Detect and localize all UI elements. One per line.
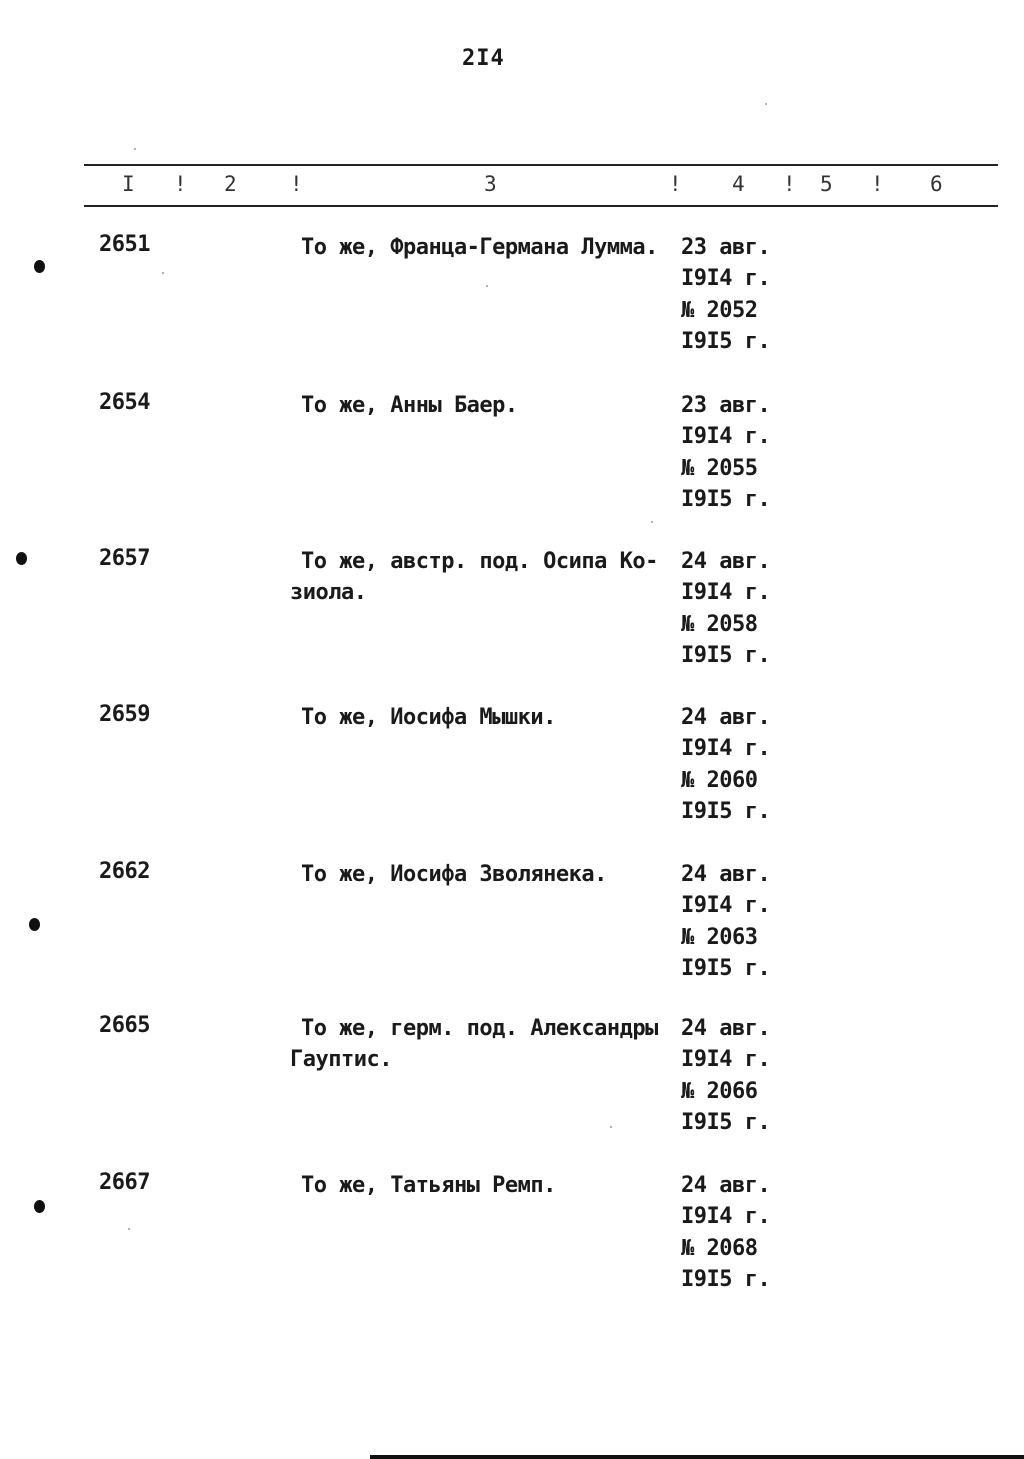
- table-row: [0, 390, 1024, 520]
- binding-hole-mark: [34, 260, 45, 273]
- entry-description: То же, герм. под. Александры Гауптис.: [290, 1016, 658, 1072]
- scan-speck: [651, 521, 653, 523]
- entry-date-line: I9I4 г.: [681, 424, 771, 450]
- scan-speck: [486, 285, 488, 287]
- entry-description: То же, Иосифа Зволянека.: [301, 862, 607, 887]
- column-separator: !: [669, 172, 682, 196]
- entry-date-line: № 2060: [681, 767, 758, 793]
- entry-number: 2657: [99, 546, 150, 571]
- entry-date-line: I9I4 г.: [681, 893, 771, 919]
- entry-description: То же, Анны Баер.: [301, 393, 518, 418]
- entry-date: [681, 859, 770, 984]
- table-header-top-rule: [84, 164, 998, 166]
- table-row: [0, 1013, 1024, 1143]
- entry-date-line: 23 авг.: [681, 393, 771, 418]
- entry-date-line: № 2068: [681, 1235, 758, 1261]
- entry-date-line: I9I4 г.: [681, 1204, 771, 1230]
- column-separator: !: [783, 172, 796, 196]
- entry-date-line: 24 авг.: [681, 862, 771, 887]
- entry-date-line: I9I4 г.: [681, 1047, 771, 1073]
- entry-date: [681, 1170, 770, 1295]
- binding-hole-mark: [34, 1200, 45, 1213]
- entry-date: [681, 702, 770, 827]
- entry-description: То же, австр. под. Осипа Ко-зиола.: [290, 549, 658, 605]
- entry-number: 2662: [99, 859, 150, 884]
- entry-date-line: № 2052: [681, 297, 758, 323]
- entry-date-line: I9I5 г.: [681, 955, 771, 981]
- scan-speck: [610, 1126, 612, 1128]
- column-separator: !: [290, 172, 303, 196]
- entry-date-line: № 2055: [681, 455, 758, 481]
- table-row: [0, 546, 1024, 676]
- entry-date-line: I9I4 г.: [681, 736, 771, 762]
- table-header-bottom-rule: [84, 205, 998, 207]
- entry-date-line: I9I5 г.: [681, 642, 771, 668]
- entry-date-line: № 2058: [681, 611, 758, 637]
- column-header-1: I: [122, 172, 135, 196]
- table-row: [0, 702, 1024, 832]
- entry-date-line: I9I5 г.: [681, 1109, 771, 1135]
- entry-date-line: 24 авг.: [681, 1173, 771, 1198]
- table-row: [0, 859, 1024, 989]
- table-row: [0, 232, 1024, 362]
- column-separator: !: [174, 172, 187, 196]
- entry-date-line: I9I5 г.: [681, 328, 771, 354]
- entry-date-line: 24 авг.: [681, 1016, 771, 1041]
- entry-description: То же, Иосифа Мышки.: [301, 705, 556, 730]
- entry-date: [681, 1013, 770, 1138]
- page-bottom-edge: [370, 1455, 1024, 1459]
- entry-date-line: № 2063: [681, 924, 758, 950]
- scan-speck: [162, 272, 164, 274]
- entry-date-line: I9I5 г.: [681, 1266, 771, 1292]
- entry-date-line: 24 авг.: [681, 549, 771, 574]
- binding-hole-mark: [16, 552, 27, 565]
- entry-number: 2651: [99, 232, 150, 257]
- entry-date-line: I9I5 г.: [681, 798, 771, 824]
- entry-number: 2665: [99, 1013, 150, 1038]
- page-number: 2I4: [462, 46, 505, 71]
- entry-date-line: I9I5 г.: [681, 486, 771, 512]
- entry-date-line: № 2066: [681, 1078, 758, 1104]
- entry-description: То же, Татьяны Ремп.: [301, 1173, 556, 1198]
- binding-hole-mark: [29, 918, 40, 931]
- column-header-4: 4: [732, 172, 745, 196]
- entry-date-line: I9I4 г.: [681, 266, 771, 292]
- table-row: [0, 1170, 1024, 1300]
- entry-date: [681, 390, 770, 515]
- column-header-3: 3: [484, 172, 497, 196]
- column-header-6: 6: [930, 172, 943, 196]
- entry-date: [681, 232, 770, 357]
- entry-number: 2654: [99, 390, 150, 415]
- entry-date-line: 24 авг.: [681, 705, 771, 730]
- entry-number: 2667: [99, 1170, 150, 1195]
- scan-speck: [134, 148, 136, 150]
- entry-description: То же, Франца-Германа Лумма.: [301, 235, 658, 260]
- entry-number: 2659: [99, 702, 150, 727]
- scan-speck: [128, 1228, 130, 1230]
- entry-date-line: 23 авг.: [681, 235, 771, 260]
- entry-date-line: I9I4 г.: [681, 580, 771, 606]
- column-header-5: 5: [820, 172, 833, 196]
- scan-speck: [765, 103, 767, 105]
- column-header-2: 2: [224, 172, 237, 196]
- entry-date: [681, 546, 770, 671]
- column-separator: !: [871, 172, 884, 196]
